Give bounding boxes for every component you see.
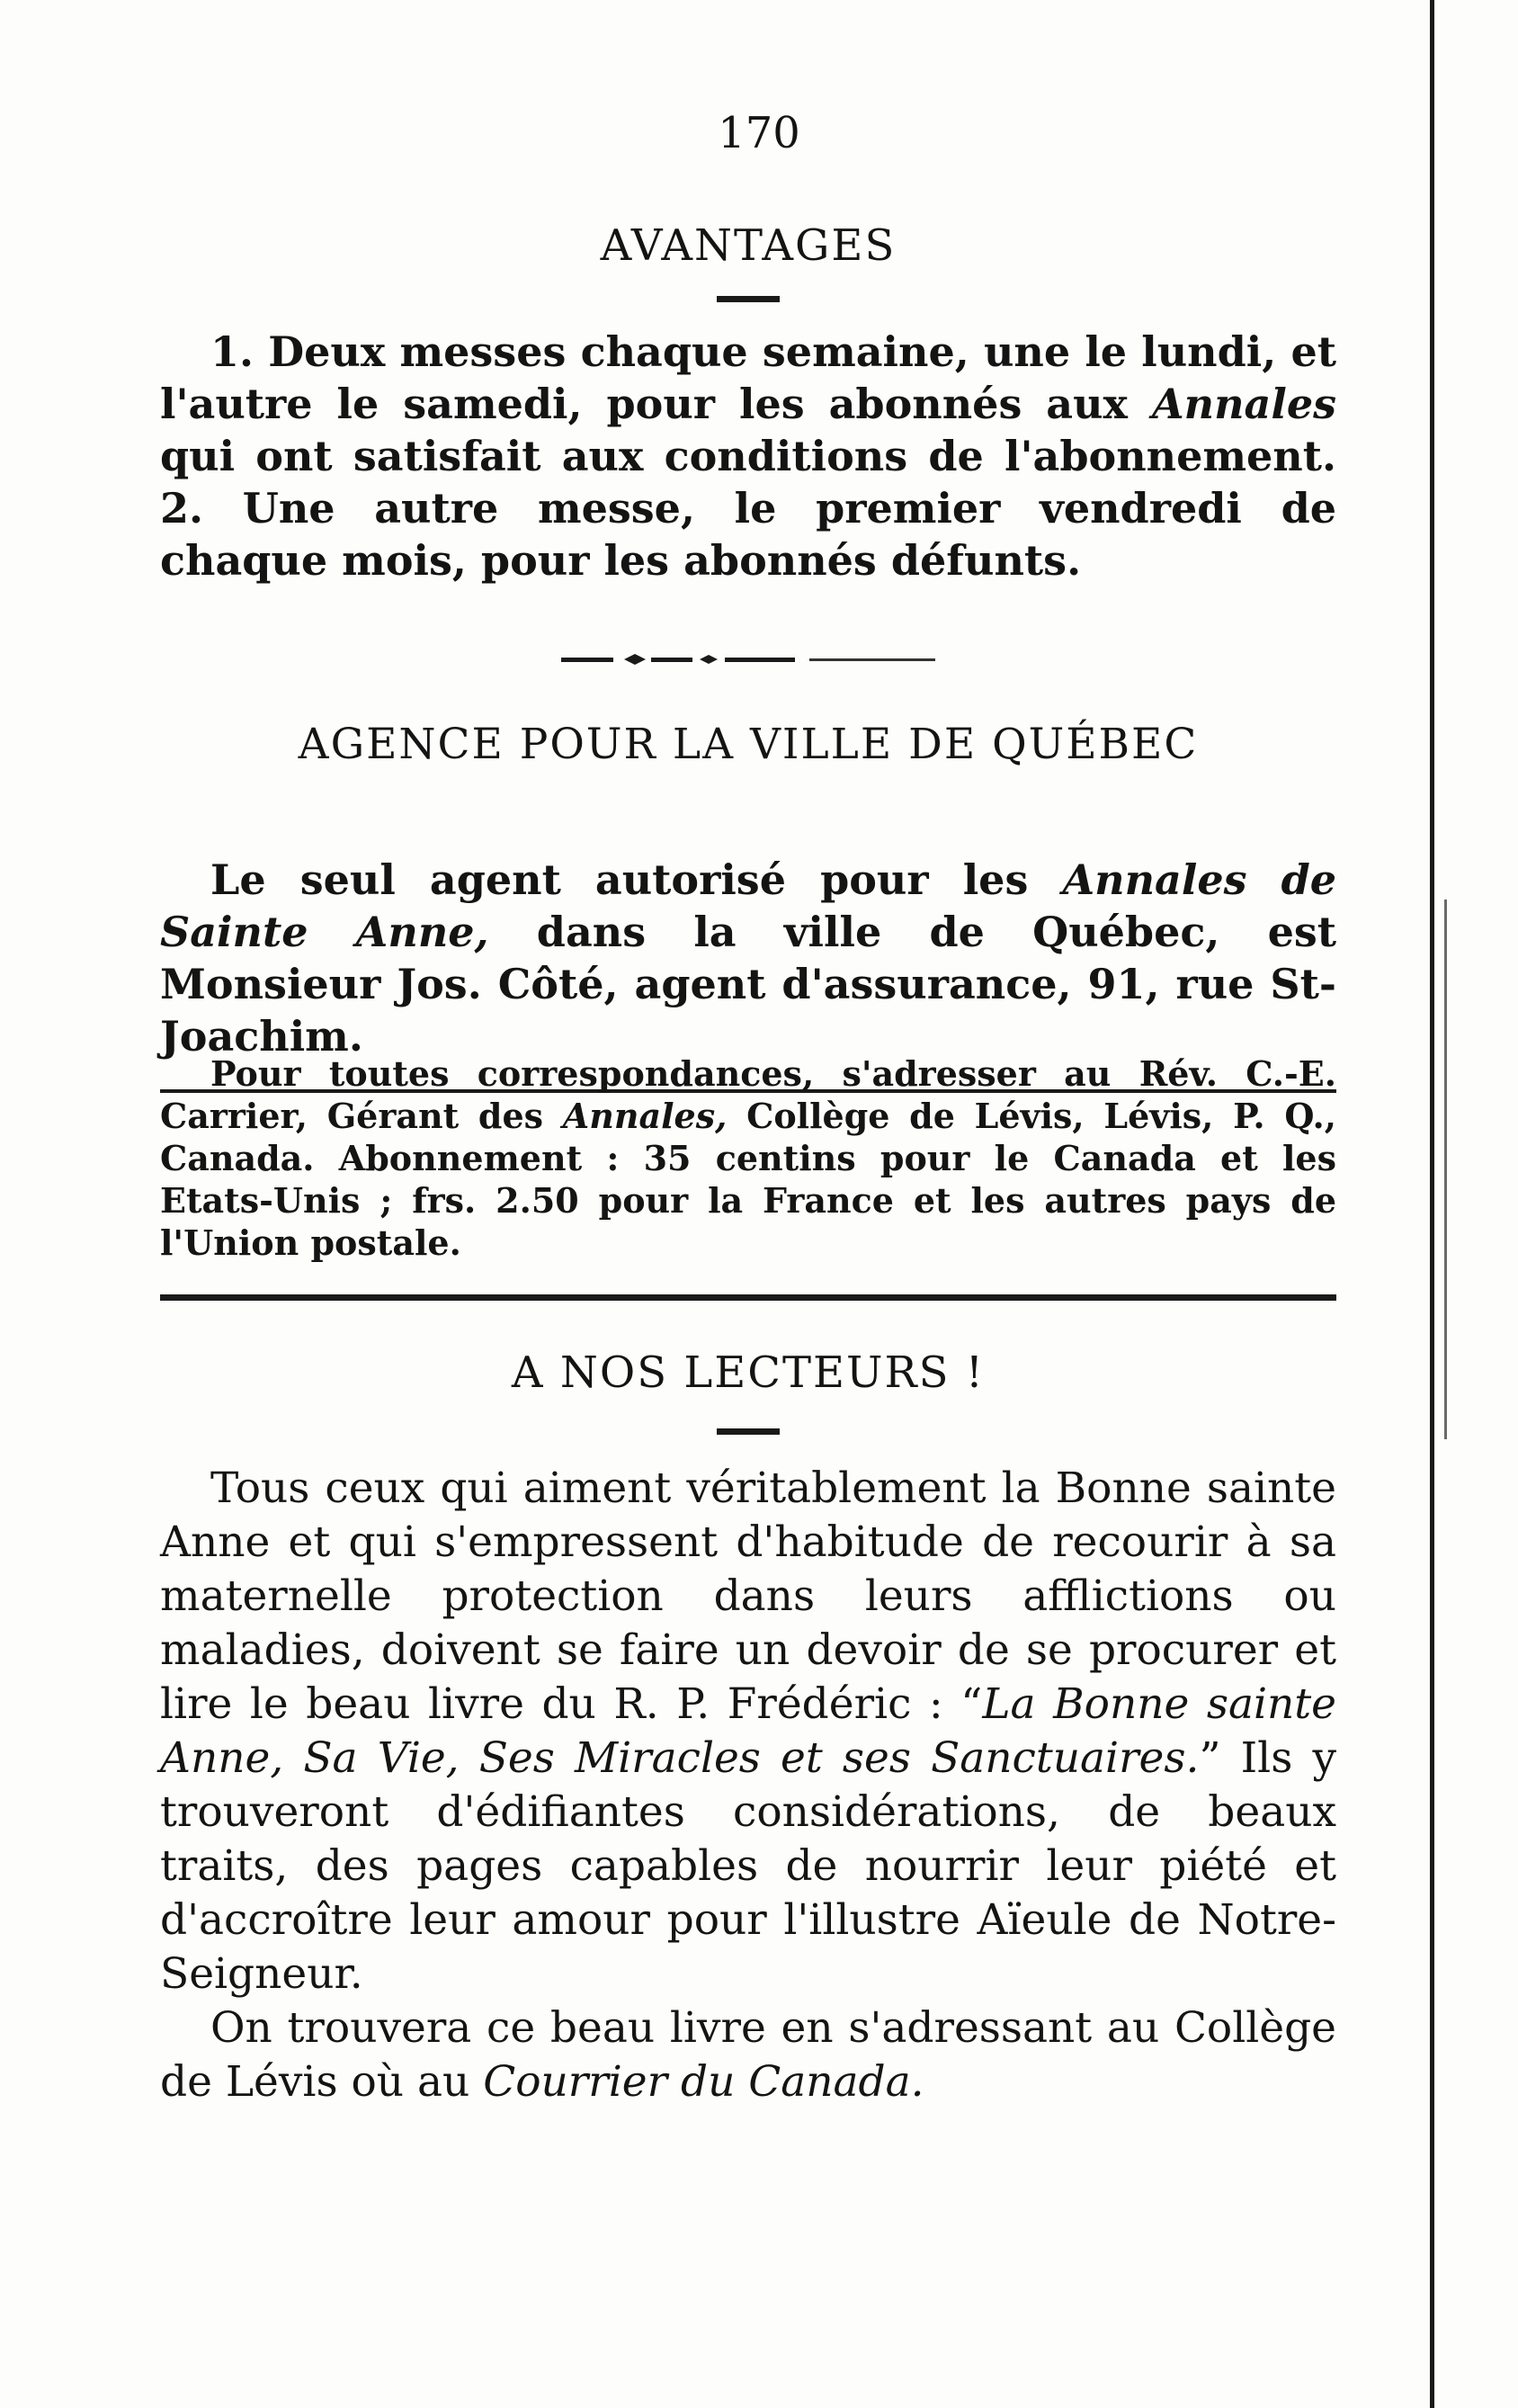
section-title-lecteurs: A NOS LECTEURS ! xyxy=(511,1347,986,1398)
margin-rule xyxy=(1430,0,1434,2408)
section-title-agence: AGENCE POUR LA VILLE DE QUÉBEC xyxy=(298,720,1199,769)
margin-rule-secondary xyxy=(1444,900,1447,1439)
section-title-avantages: AVANTAGES xyxy=(600,220,897,271)
section-agence xyxy=(160,720,1336,1093)
agence-paragraph: Le seul agent autorisé pour les Annales de Sainte Anne, dans la ville de Québec, est Monsieur Jos. Côté, agent d'assurance, 91, rue St-Joachim. xyxy=(160,855,1337,1061)
lecteurs-paragraph-1: Tous ceux qui aiment véritablement la Bonne sainte Anne et qui s'empressent d'habitude de recourir à sa maternelle protection dans leurs afflictions ou maladies, doivent se faire un devoir de se procurer et lire le beau livre du R. P. Frédéric : “La Bonne sainte Anne, Sa Vie, Ses Miracles et ses Sanctuaires.” Ils y trouveront d'édifiantes considérations, de beaux traits, des pages capables de nourrir leur piété et d'accroître leur amour pour l'illustre Aïeule de Notre-Seigneur. xyxy=(160,1464,1336,1999)
section-notice xyxy=(160,1052,1336,1301)
title-dash xyxy=(717,1428,780,1435)
ornament-divider xyxy=(160,652,1336,667)
ornament-icon xyxy=(561,652,795,667)
divider-rule-thick xyxy=(160,1294,1336,1301)
avantages-paragraph: 1. Deux messes chaque semaine, une le lundi, et l'autre le samedi, pour les abonnés aux Annales qui ont satisfait aux conditions de l'abonnement. 2. Une autre messe, le premier vendredi de chaque mois, pour les abonnés défunts. xyxy=(160,327,1336,585)
section-avantages xyxy=(160,220,1336,586)
title-dash xyxy=(717,296,780,302)
lecteurs-paragraph-2: On trouvera ce beau livre en s'adressant au Collège de Lévis où au Courrier du Canada. xyxy=(160,2003,1336,2107)
ornament-line xyxy=(809,658,935,661)
page-number: 170 xyxy=(718,108,800,158)
section-lecteurs xyxy=(160,1347,1336,2109)
notice-paragraph: Pour toutes correspondances, s'adresser au Rév. C.-E. Carrier, Gérant des Annales, Collège de Lévis, Lévis, P. Q., Canada. Abonnement : 35 centins pour le Canada et les Etats-Unis ; frs. 2.50 pour la France et les autres pays de l'Union postale. xyxy=(160,1053,1337,1263)
